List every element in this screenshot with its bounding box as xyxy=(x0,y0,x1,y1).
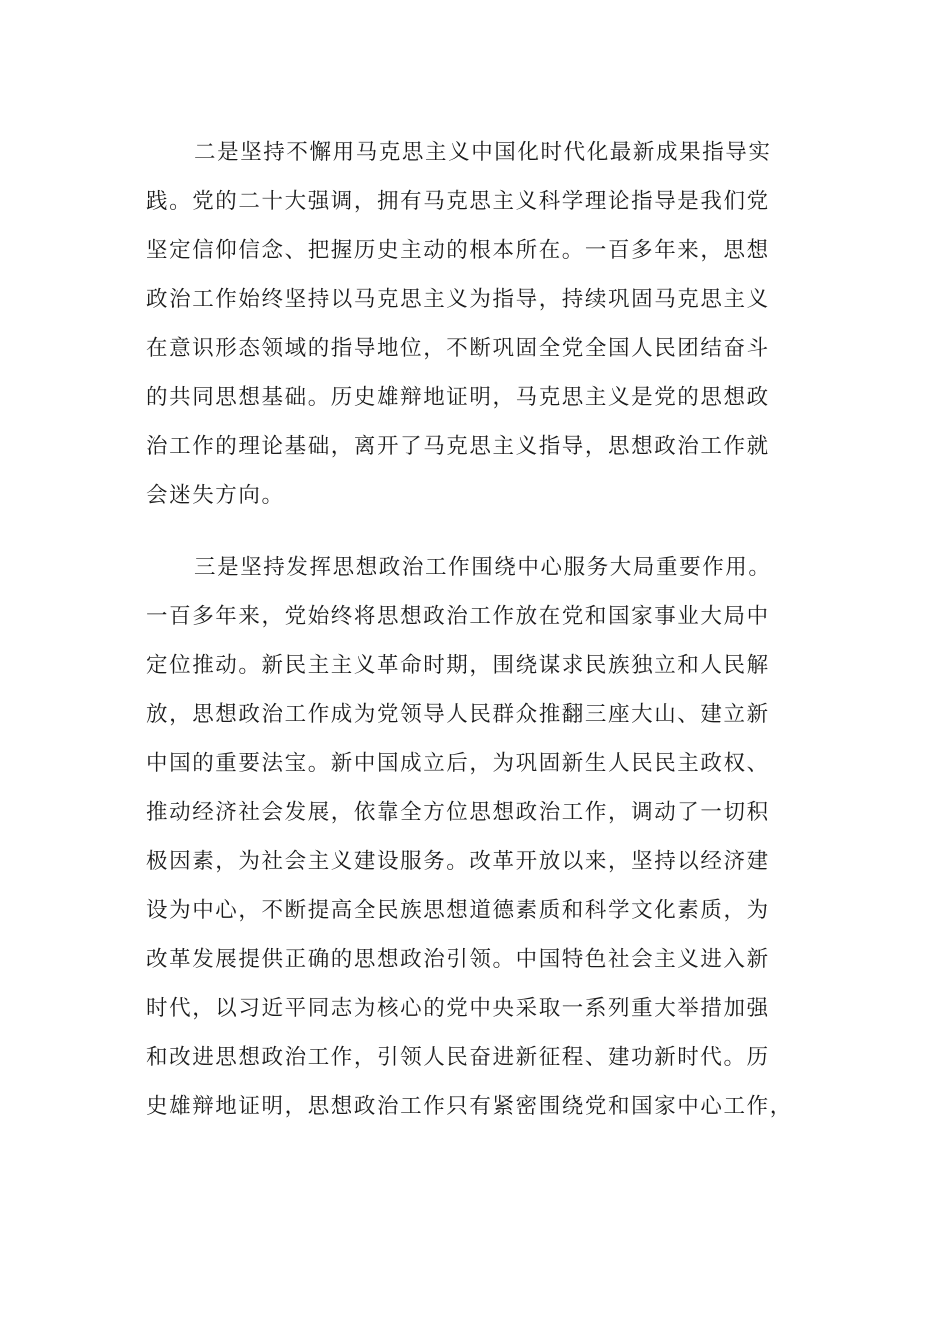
text-line: 的共同思想基础。历史雄辩地证明，马克思主义是党的思想政 xyxy=(146,385,770,410)
text-line: 改革发展提供正确的思想政治引领。中国特色社会主义进入新 xyxy=(146,947,770,972)
text-line: 会迷失方向。 xyxy=(146,483,285,508)
text-line: 二是坚持不懈用马克思主义中国化时代化最新成果指导实 xyxy=(194,140,772,165)
text-line: 放，思想政治工作成为党领导人民群众推翻三座大山、建立新 xyxy=(146,702,770,727)
text-line: 一百多年来，党始终将思想政治工作放在党和国家事业大局中 xyxy=(146,604,770,629)
text-line: 极因素，为社会主义建设服务。改革开放以来，坚持以经济建 xyxy=(146,849,770,874)
text-line: 治工作的理论基础，离开了马克思主义指导，思想政治工作就 xyxy=(146,434,770,459)
text-line: 设为中心，不断提高全民族思想道德素质和科学文化素质，为 xyxy=(146,898,770,923)
text-line: 践。党的二十大强调，拥有马克思主义科学理论指导是我们党 xyxy=(146,189,770,214)
text-line: 推动经济社会发展，依靠全方位思想政治工作，调动了一切积 xyxy=(146,800,770,825)
text-line: 坚定信仰信念、把握历史主动的根本所在。一百多年来，思想 xyxy=(146,238,770,263)
text-line: 三是坚持发挥思想政治工作围绕中心服务大局重要作用。 xyxy=(194,555,772,580)
text-line: 政治工作始终坚持以马克思主义为指导，持续巩固马克思主义 xyxy=(146,287,770,312)
text-line: 定位推动。新民主主义革命时期，围绕谋求民族独立和人民解 xyxy=(146,653,770,678)
text-line: 和改进思想政治工作，引领人民奋进新征程、建功新时代。历 xyxy=(146,1045,770,1070)
text-line: 时代，以习近平同志为核心的党中央采取一系列重大举措加强 xyxy=(146,996,770,1021)
text-line: 史雄辩地证明，思想政治工作只有紧密围绕党和国家中心工作， xyxy=(146,1094,793,1119)
text-line: 中国的重要法宝。新中国成立后，为巩固新生人民民主政权、 xyxy=(146,751,770,776)
text-line: 在意识形态领域的指导地位，不断巩固全党全国人民团结奋斗 xyxy=(146,336,770,361)
